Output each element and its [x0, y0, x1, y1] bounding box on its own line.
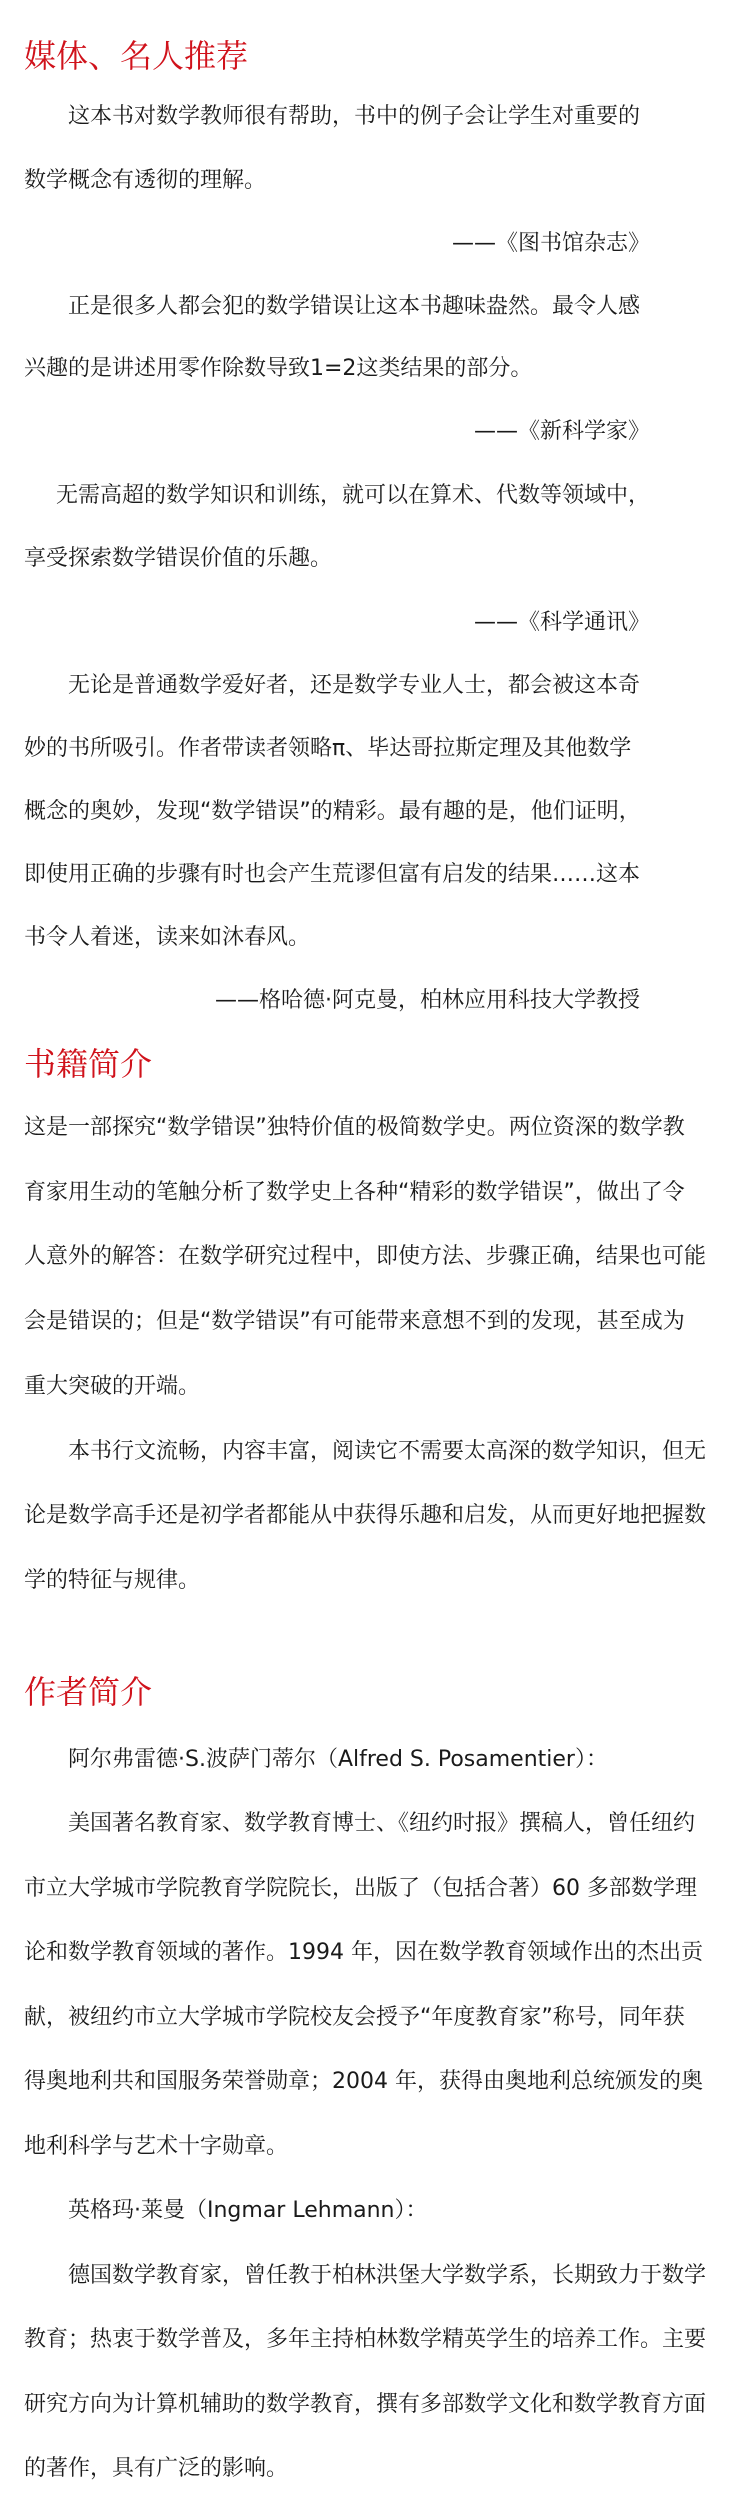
intro-p1-line-2: 育家用生动的笔触分析了数学史上各种“精彩的数学错误”，做出了令 — [24, 1180, 685, 1205]
quote-2-line-1: 正是很多人都会犯的数学错误让这本书趣味盎然。最令人感 — [68, 294, 641, 319]
author-1-bio-line-3: 论和数学教育领域的著作。1994 年，因在数学教育领域作出的杰出贡 — [24, 1940, 703, 1965]
quote-4-line-2: 妙的书所吸引。作者带读者领略π、毕达哥拉斯定理及其他数学 — [24, 736, 632, 761]
author-1-bio-line-2: 市立大学城市学院教育学院院长，出版了（包括合著）60 多部数学理 — [24, 1876, 697, 1901]
intro-heading: 书籍简介 — [24, 1045, 153, 1083]
intro-p1-line-1: 这是一部探究“数学错误”独特价值的极简数学史。两位资深的数学教 — [24, 1115, 685, 1140]
quote-4-line-3: 概念的奥妙，发现“数学错误”的精彩。最有趣的是，他们证明， — [24, 799, 641, 824]
authors-heading: 作者简介 — [24, 1673, 153, 1711]
intro-p1-line-5: 重大突破的开端。 — [24, 1374, 201, 1399]
author-1-bio-line-4: 献，被纽约市立大学城市学院校友会授予“年度教育家”称号，同年获 — [24, 2005, 685, 2030]
quote-4-line-1: 无论是普通数学爱好者，还是数学专业人士，都会被这本奇 — [68, 673, 641, 698]
author-2-bio-line-4: 的著作，具有广泛的影响。 — [24, 2456, 289, 2481]
quote-4-source: ——格哈德·阿克曼，柏林应用科技大学教授 — [215, 988, 640, 1013]
quote-2-line-2: 兴趣的是讲述用零作除数导致1=2这类结果的部分。 — [24, 356, 533, 381]
author-2-name: 英格玛·莱曼（Ingmar Lehmann）： — [68, 2198, 428, 2223]
author-2-bio-line-2: 教育；热衷于数学普及，多年主持柏林数学精英学生的培养工作。主要 — [24, 2327, 707, 2352]
quote-1-line-2: 数学概念有透彻的理解。 — [24, 168, 267, 193]
quote-4-line-4: 即使用正确的步骤有时也会产生荒谬但富有启发的结果……这本 — [24, 862, 641, 887]
intro-p2-line-3: 学的特征与规律。 — [24, 1568, 201, 1593]
author-2-bio-line-3: 研究方向为计算机辅助的数学教育，撰有多部数学文化和数学教育方面 — [24, 2392, 707, 2417]
intro-p1-line-4: 会是错误的；但是“数学错误”有可能带来意想不到的发现，甚至成为 — [24, 1309, 685, 1334]
intro-p1-line-3: 人意外的解答：在数学研究过程中，即使方法、步骤正确，结果也可能 — [24, 1244, 707, 1269]
quote-1-source: ——《图书馆杂志》 — [451, 231, 650, 256]
quote-3-line-1: 无需高超的数学知识和训练，就可以在算术、代数等领域中， — [56, 483, 651, 508]
quote-3-line-2: 享受探索数学错误价值的乐趣。 — [24, 546, 333, 571]
author-1-bio-line-5: 得奥地利共和国服务荣誉勋章；2004 年，获得由奥地利总统颁发的奥 — [24, 2069, 703, 2094]
author-1-name: 阿尔弗雷德·S.波萨门蒂尔（Alfred S. Posamentier）： — [68, 1747, 608, 1772]
intro-p2-line-1: 本书行文流畅，内容丰富，阅读它不需要太高深的数学知识，但无 — [68, 1439, 707, 1464]
author-1-bio-line-1: 美国著名教育家、数学教育博士、《纽约时报》撰稿人，曾任纽约 — [68, 1811, 696, 1836]
intro-p2-line-2: 论是数学高手还是初学者都能从中获得乐趣和启发，从而更好地把握数 — [24, 1503, 707, 1528]
author-2-bio-line-1: 德国数学教育家，曾任教于柏林洪堡大学数学系，长期致力于数学 — [68, 2263, 707, 2288]
author-1-bio-line-6: 地利科学与艺术十字勋章。 — [24, 2134, 289, 2159]
quote-2-source: ——《新科学家》 — [473, 419, 650, 444]
quote-3-source: ——《科学通讯》 — [473, 610, 650, 635]
quote-1-line-1: 这本书对数学教师很有帮助，书中的例子会让学生对重要的 — [68, 104, 641, 129]
quote-4-line-5: 书令人着迷，读来如沐春风。 — [24, 925, 311, 950]
media-heading: 媒体、名人推荐 — [24, 37, 249, 75]
